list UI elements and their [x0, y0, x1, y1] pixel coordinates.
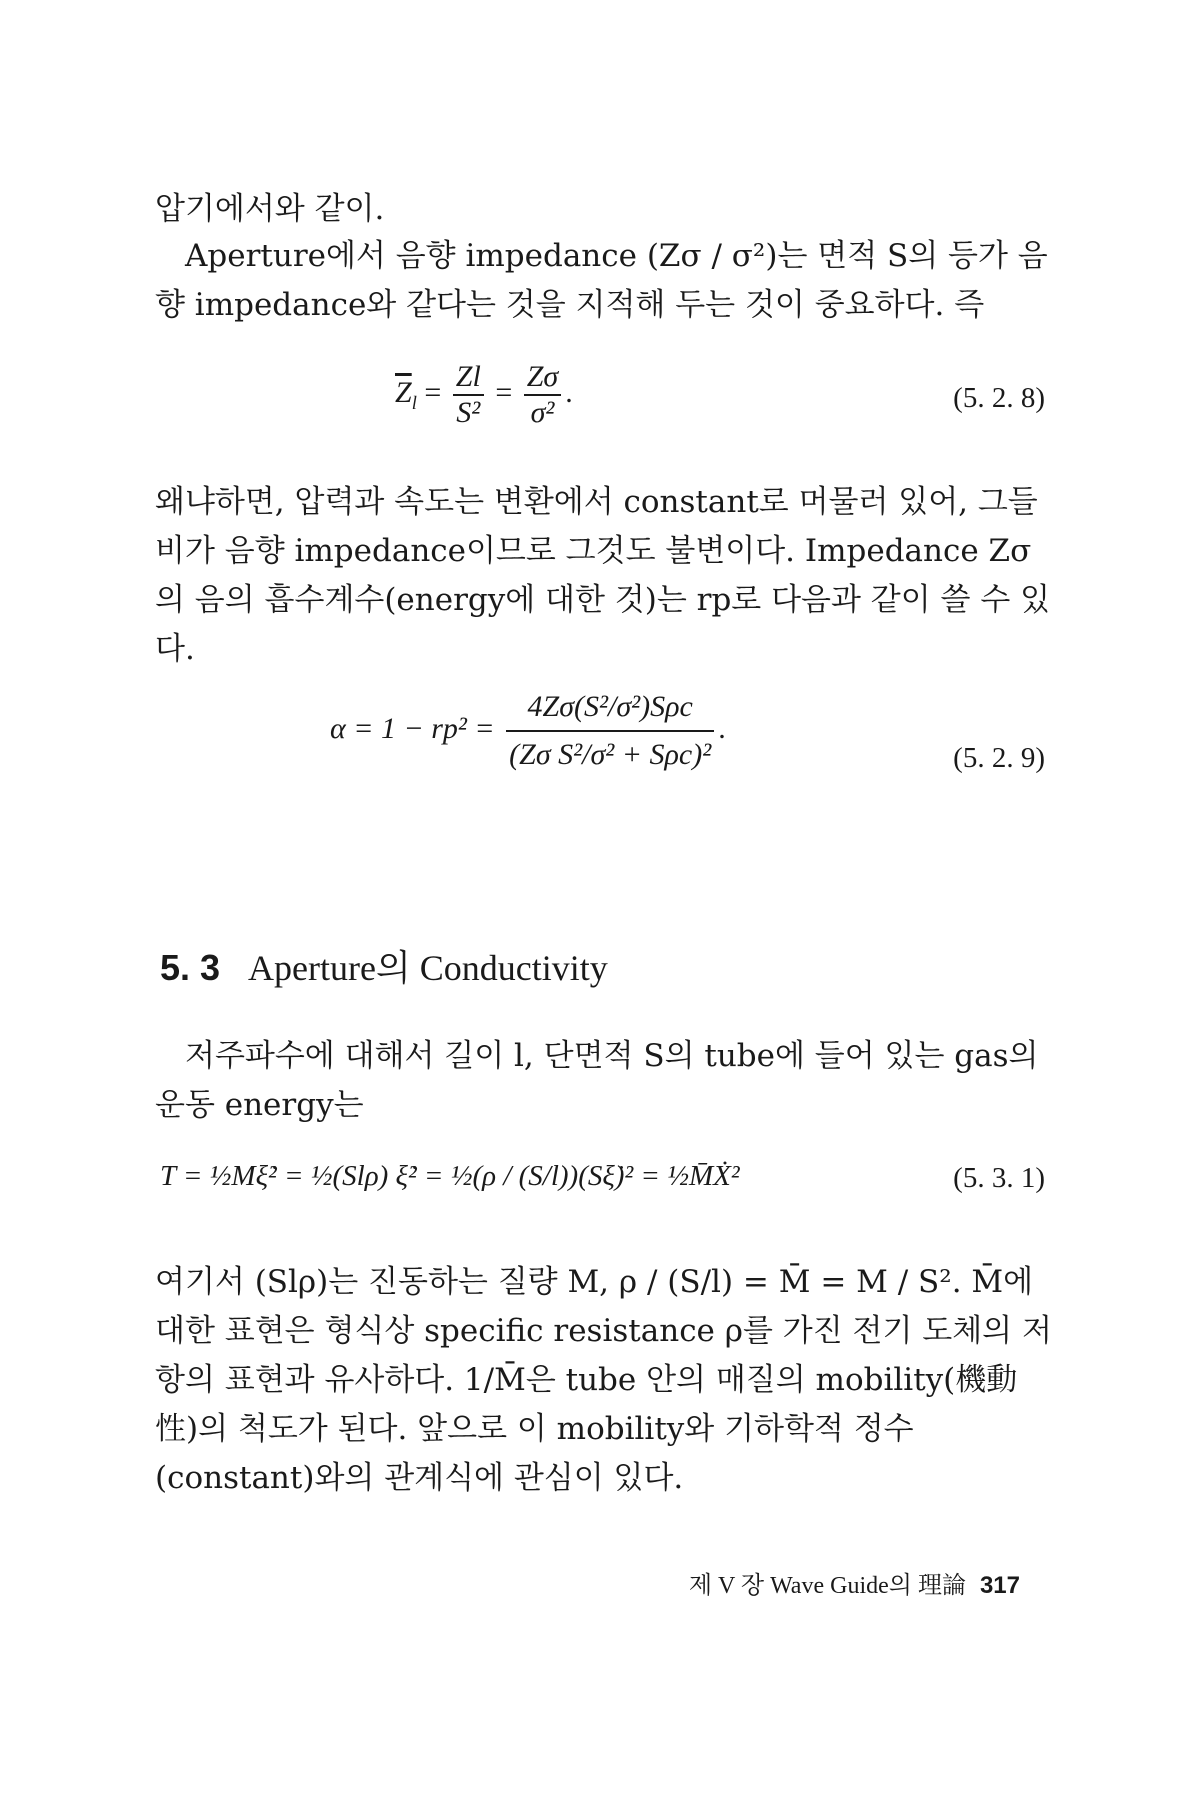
footer-title: 제 V 장 Wave Guide의 理論: [688, 1573, 966, 1599]
section-title: Aperture의 Conductivity: [248, 948, 608, 988]
eq2-lhs: α = 1 − rp² =: [330, 711, 495, 745]
paragraph-1: 압기에서와 같이.: [155, 191, 385, 227]
eq1-f2-denominator: σ²: [524, 394, 561, 430]
eq2-period: .: [718, 711, 726, 745]
eq2-numerator: 4Zσ(S²/σ²)Sρc: [527, 690, 693, 723]
eq1-number: (5. 2. 8): [953, 382, 1045, 414]
equation-5-3-1: [0, 1150, 1200, 1230]
eq1-lhs-sub: l: [411, 392, 417, 414]
eq3-number: (5. 3. 1): [953, 1162, 1045, 1194]
eq1-period: .: [565, 375, 573, 409]
eq1-f1-denominator: S²: [453, 394, 484, 430]
equation-5-2-8: [0, 360, 1200, 450]
page-number: 317: [979, 1572, 1020, 1599]
paragraph-4: 저주파수에 대해서 길이 l, 단면적 S의 tube에 들어 있는 gas의 운동 energy는: [155, 1038, 1039, 1123]
eq2-fraction: [506, 690, 714, 772]
eq1-fraction-1: [453, 360, 484, 430]
section-heading: [160, 940, 608, 991]
eq1-fraction-2: [524, 360, 561, 430]
running-footer: [689, 1565, 1020, 1600]
equation-5-2-9: [0, 690, 1200, 820]
paragraph-5: 여기서 (Slρ)는 진동하는 질량 M, ρ / (S/l) = M̄ = M / S². M̄에 대한 표현은 형식상 specific resistance ρ를 가진 전기 도체의 저항의 표현과 유사하다. 1/M̄은 tube 안의 매질의 mobility(機動性)의 척도가 된다. 앞으로 이 mobility와 기하학적 정수(constant)와의 관계식에 관심이 있다.: [155, 1264, 1052, 1496]
eq2-number: (5. 2. 9): [953, 742, 1045, 774]
eq1-equals-2: =: [495, 375, 513, 409]
eq3-body: T = ½Mξ̇² = ½(Slρ) ξ̇² = ½(ρ / (S/l))(Sξ̇)² = ½M̄Ẋ²: [160, 1160, 740, 1192]
section-number: 5. 3: [160, 947, 221, 988]
eq2-denominator: (Zσ S²/σ² + Sρc)²: [506, 730, 714, 772]
eq1-equals-1: =: [424, 375, 442, 409]
eq1-lhs: $\overline{Z}$: [395, 375, 412, 409]
paragraph-2: Aperture에서 음향 impedance (Zσ / σ²)는 면적 S의 등가 음향 impedance와 같다는 것을 지적해 두는 것이 중요하다. 즉: [155, 238, 1048, 323]
eq1-f1-numerator: Zl: [455, 360, 481, 393]
paragraph-3: 왜냐하면, 압력과 속도는 변환에서 constant로 머물러 있어, 그들 비가 음향 impedance이므로 그것도 불변이다. Impedance Zσ의 음의 흡수계수(energy에 대한 것)는 rp로 다음과 같이 쓸 수 있다.: [155, 484, 1051, 667]
eq1-f2-numerator: Zσ: [526, 360, 559, 393]
